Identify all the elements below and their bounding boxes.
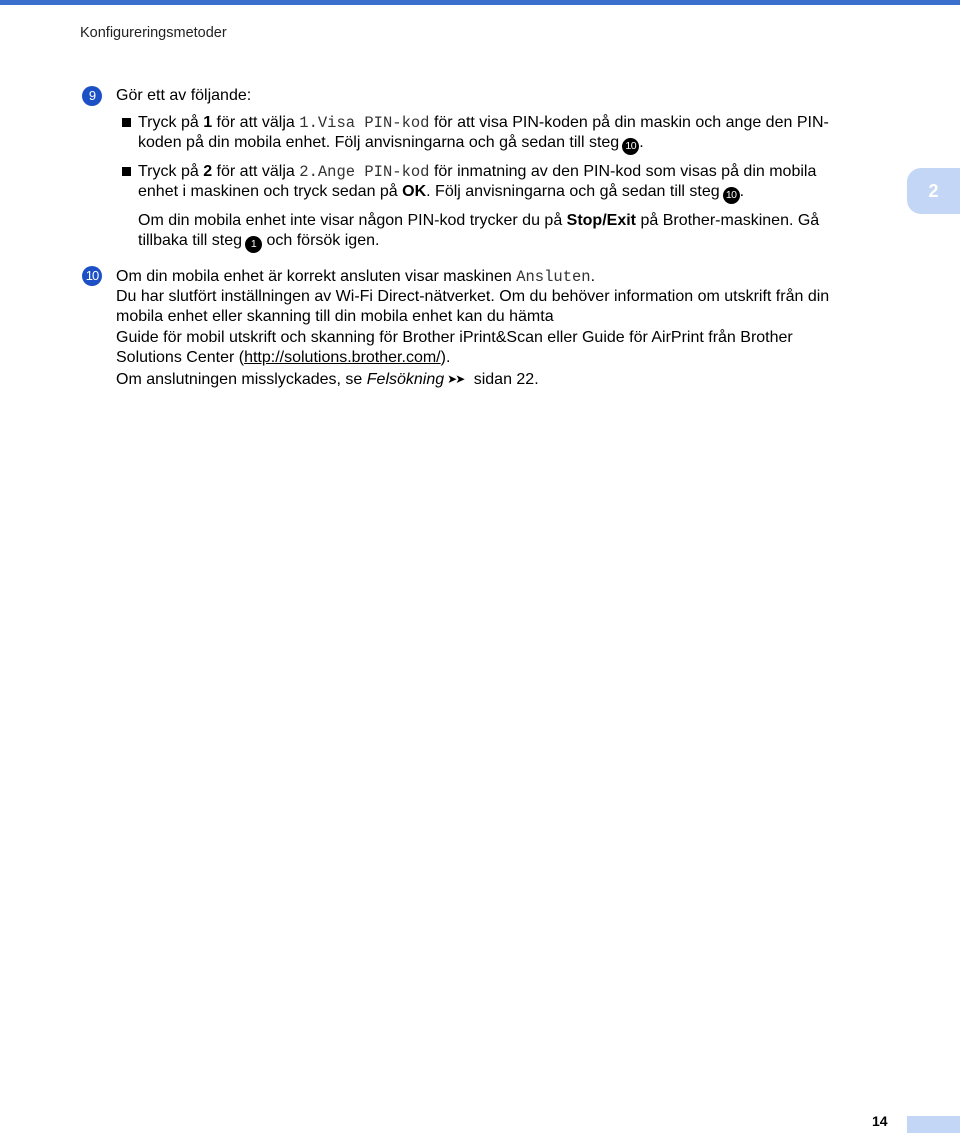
lcd-option-enter-pin: 2.Ange PIN-kod (299, 163, 430, 181)
solutions-center-link[interactable]: http://solutions.brother.com/ (244, 349, 441, 366)
bullet-2-text: . Följ anvisningarna och gå sedan till steg (426, 183, 720, 200)
note-text: på Brother-maskinen. Gå (636, 212, 820, 229)
step-10-line-3: mobila enhet eller skanning till din mobila enhet kan du hämta (116, 308, 554, 325)
troubleshooting-ref: Felsökning (366, 371, 445, 388)
step-10-line-4: Guide för mobil utskrift och skanning för Brother iPrint&Scan eller Guide för AirPrint från Brother (116, 329, 793, 346)
chapter-tab: 2 (907, 168, 960, 214)
page-number: 14 (872, 1113, 888, 1129)
step-10-text: Solutions Center ( (116, 349, 245, 366)
double-arrow-icon: ➤➤ (447, 372, 464, 386)
bullet-square-icon (122, 167, 131, 176)
note-text: och försök igen. (262, 232, 380, 249)
bullet-2-text: enhet i maskinen och tryck sedan på (138, 183, 403, 200)
bullet-square-icon (122, 118, 131, 127)
lcd-status-connected: Ansluten (516, 268, 591, 286)
footer-tab (907, 1116, 960, 1133)
step-9-marker: 9 (82, 86, 102, 106)
page-header-title: Konfigureringsmetoder (80, 25, 227, 41)
step-9-intro: Gör ett av följande: (116, 87, 252, 104)
lcd-option-show-pin: 1.Visa PIN-kod (299, 114, 430, 132)
bullet-1-text: för att välja (212, 114, 300, 131)
step-ref-1-icon: 1 (245, 236, 262, 253)
step-10-text: . (590, 268, 596, 285)
step-10-line-2: Du har slutfört inställningen av Wi-Fi Direct-nätverket. Om du behöver information om utskrift från din (116, 288, 830, 305)
bullet-2-text: Tryck på (138, 163, 204, 180)
bullet-2-key: 2 (203, 163, 213, 180)
bullet-1-line-2 (138, 133, 644, 155)
bullet-2-line-1 (138, 162, 816, 182)
ok-key: OK (402, 183, 427, 200)
bullet-2-text: för att välja (212, 163, 300, 180)
step-10-text: Om din mobila enhet är korrekt ansluten visar maskinen (116, 268, 517, 285)
step-10-text: ). (440, 349, 451, 366)
step-ref-10-icon: 10 (723, 187, 740, 204)
bullet-2-text: . (739, 183, 745, 200)
bullet-2-line-2 (138, 182, 744, 204)
step-10-line-1 (116, 267, 595, 287)
stop-exit-key: Stop/Exit (566, 212, 636, 229)
header-rule (0, 0, 960, 5)
bullet-1-text: för att visa PIN-koden på din maskin och ange den PIN- (429, 114, 829, 131)
step-10-line-6 (116, 369, 539, 390)
step-10-text: Om anslutningen misslyckades, se (116, 371, 367, 388)
bullet-1-text: . (639, 134, 644, 151)
bullet-1-text: koden på din mobila enhet. Följ anvisningarna och gå sedan till steg (138, 134, 620, 151)
note-line-1 (138, 211, 819, 231)
step-ref-10-icon: 10 (622, 138, 639, 155)
bullet-1-key: 1 (203, 114, 213, 131)
note-line-2 (138, 231, 379, 253)
step-10-line-5 (116, 348, 450, 368)
bullet-1-text: Tryck på (138, 114, 204, 131)
bullet-2-text: för inmatning av den PIN-kod som visas på din mobila (429, 163, 817, 180)
note-text: Om din mobila enhet inte visar någon PIN-kod trycker du på (138, 212, 567, 229)
note-text: tillbaka till steg (138, 232, 243, 249)
bullet-1-line-1 (138, 113, 829, 133)
step-10-text: sidan 22. (469, 371, 539, 388)
step-10-marker: 10 (82, 266, 102, 286)
